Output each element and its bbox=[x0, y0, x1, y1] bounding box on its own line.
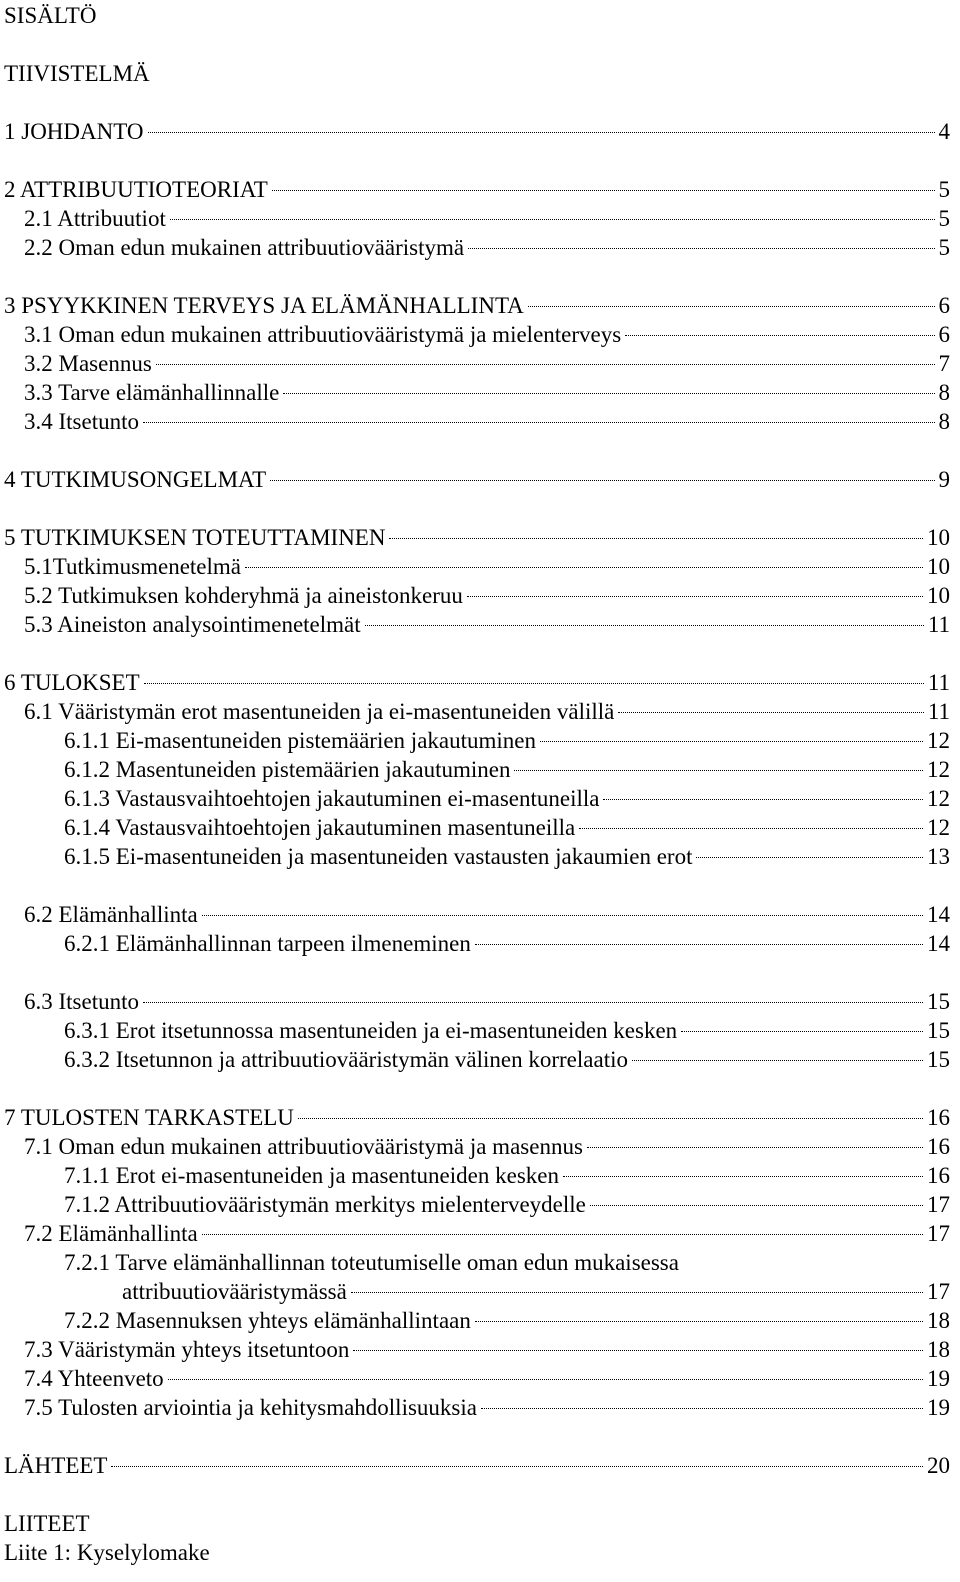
toc-page: 10 bbox=[927, 583, 950, 608]
toc-page: 12 bbox=[927, 786, 950, 811]
toc-label: 5 TUTKIMUKSEN TOTEUTTAMINEN bbox=[4, 525, 386, 550]
toc-leader bbox=[353, 1350, 923, 1351]
toc-label: 7.2.2 Masennuksen yhteys elämänhallintaan bbox=[64, 1308, 471, 1333]
toc-page: 4 bbox=[938, 119, 950, 144]
toc-page: 5 bbox=[938, 177, 950, 202]
toc-label: 6.3 Itsetunto bbox=[24, 989, 139, 1014]
toc-page: 17 bbox=[927, 1221, 950, 1246]
toc-leader bbox=[143, 422, 935, 423]
toc-leader bbox=[170, 219, 935, 220]
toc-leader bbox=[245, 567, 923, 568]
toc-page: 12 bbox=[927, 757, 950, 782]
toc-leader bbox=[144, 683, 924, 684]
toc-label: 6.1.5 Ei-masentuneiden ja masentuneiden vastausten jakaumien erot bbox=[64, 844, 693, 869]
toc-entry[interactable] bbox=[4, 524, 950, 552]
toc-page: 5 bbox=[938, 235, 950, 260]
toc-label: 5.2 Tutkimuksen kohderyhmä ja aineistonkeruu bbox=[24, 583, 463, 608]
toc-label: 4 TUTKIMUSONGELMAT bbox=[4, 467, 267, 492]
toc-entry[interactable] bbox=[64, 1046, 950, 1074]
toc-page: 10 bbox=[927, 554, 950, 579]
toc-leader bbox=[111, 1466, 923, 1467]
toc-entry[interactable] bbox=[24, 234, 950, 262]
toc-label: 6 TULOKSET bbox=[4, 670, 140, 695]
toc-label: 6.3.2 Itsetunnon ja attribuutiovääristymän välinen korrelaatio bbox=[64, 1047, 628, 1072]
toc-page: 17 bbox=[927, 1279, 950, 1304]
toc-leader bbox=[618, 712, 923, 713]
toc-label: 6.1 Vääristymän erot masentuneiden ja ei-masentuneiden välillä bbox=[24, 699, 615, 724]
toc-label: 6.1.4 Vastausvaihtoehtojen jakautuminen masentuneilla bbox=[64, 815, 576, 840]
toc-entry[interactable] bbox=[4, 118, 950, 146]
toc-leader bbox=[563, 1176, 923, 1177]
toc-page: 7 bbox=[938, 351, 950, 376]
toc-page: 6 bbox=[938, 293, 950, 318]
toc-entry[interactable] bbox=[64, 1191, 950, 1219]
toc-label: 6.2 Elämänhallinta bbox=[24, 902, 198, 927]
toc-label: 2 ATTRIBUUTIOTEORIAT bbox=[4, 177, 268, 202]
toc-leader bbox=[681, 1031, 923, 1032]
toc-leader bbox=[467, 596, 923, 597]
toc-label: 1 JOHDANTO bbox=[4, 119, 144, 144]
toc-entry[interactable] bbox=[64, 785, 950, 813]
toc-entry[interactable] bbox=[24, 1336, 950, 1364]
toc-entry[interactable] bbox=[24, 582, 950, 610]
toc-leader bbox=[475, 944, 923, 945]
toc-page: 5 bbox=[938, 206, 950, 231]
toc-entry[interactable] bbox=[24, 205, 950, 233]
toc-leader bbox=[202, 1234, 923, 1235]
toc-label: 3.4 Itsetunto bbox=[24, 409, 139, 434]
toc-entry[interactable] bbox=[4, 669, 950, 697]
toc-label: 6.1.3 Vastausvaihtoehtojen jakautuminen ei-masentuneilla bbox=[64, 786, 600, 811]
toc-entry[interactable] bbox=[64, 1307, 950, 1335]
toc-page: 15 bbox=[927, 989, 950, 1014]
toc-leader bbox=[202, 915, 923, 916]
toc-page: 14 bbox=[927, 902, 950, 927]
toc-label: 2.2 Oman edun mukainen attribuutiovääristymä bbox=[24, 235, 465, 260]
toc-leader bbox=[475, 1321, 923, 1322]
toc-leader bbox=[298, 1118, 923, 1119]
toc-label: 7 TULOSTEN TARKASTELU bbox=[4, 1105, 294, 1130]
toc-entry[interactable] bbox=[64, 1162, 950, 1190]
toc-entry[interactable] bbox=[24, 350, 950, 378]
toc-label: LÄHTEET bbox=[4, 1453, 108, 1478]
toc-leader bbox=[587, 1147, 923, 1148]
toc-label: attribuutiovääristymässä bbox=[122, 1279, 347, 1304]
toc-page: 19 bbox=[927, 1366, 950, 1391]
toc-page: 8 bbox=[938, 380, 950, 405]
toc-page: 16 bbox=[927, 1134, 950, 1159]
toc-leader bbox=[468, 248, 934, 249]
toc-page: 15 bbox=[927, 1047, 950, 1072]
toc-entry[interactable] bbox=[24, 698, 950, 726]
toc-label: 3.3 Tarve elämänhallinnalle bbox=[24, 380, 280, 405]
toc-entry[interactable] bbox=[24, 1394, 950, 1422]
toc-entry[interactable] bbox=[24, 901, 950, 929]
toc-page: 16 bbox=[927, 1163, 950, 1188]
toc-leader bbox=[270, 480, 934, 481]
toc-leader bbox=[528, 306, 935, 307]
toc-page: 6 bbox=[938, 322, 950, 347]
toc-label: 7.1.1 Erot ei-masentuneiden ja masentuneiden kesken bbox=[64, 1163, 559, 1188]
page-title: SISÄLTÖ bbox=[4, 3, 97, 28]
toc-leader bbox=[156, 364, 935, 365]
toc-page: 11 bbox=[927, 699, 950, 724]
toc-page: 12 bbox=[927, 815, 950, 840]
toc-leader bbox=[148, 132, 935, 133]
toc-label: 7.3 Vääristymän yhteys itsetuntoon bbox=[24, 1337, 350, 1362]
toc-label: 3.2 Masennus bbox=[24, 351, 152, 376]
toc-leader bbox=[389, 538, 923, 539]
toc-label: 7.2 Elämänhallinta bbox=[24, 1221, 198, 1246]
toc-label: 3 PSYYKKINEN TERVEYS JA ELÄMÄNHALLINTA bbox=[4, 293, 524, 318]
toc-entry[interactable] bbox=[4, 292, 950, 320]
toc-page: 18 bbox=[927, 1337, 950, 1362]
toc-leader bbox=[365, 625, 924, 626]
toc-entry[interactable] bbox=[122, 1278, 950, 1306]
toc-entry[interactable] bbox=[64, 814, 950, 842]
toc-entry[interactable] bbox=[4, 176, 950, 204]
toc-label: 7.2.1 Tarve elämänhallinnan toteutumiselle oman edun mukaisessa bbox=[64, 1250, 679, 1275]
toc-entry[interactable] bbox=[24, 1365, 950, 1393]
toc-page: 12 bbox=[927, 728, 950, 753]
toc-label: 6.2.1 Elämänhallinnan tarpeen ilmeneminen bbox=[64, 931, 471, 956]
toc-leader bbox=[481, 1408, 923, 1409]
toc-entry[interactable] bbox=[24, 553, 950, 581]
toc-label: 6.1.1 Ei-masentuneiden pistemäärien jakautuminen bbox=[64, 728, 536, 753]
toc-label: 7.1 Oman edun mukainen attribuutiovääristymä ja masennus bbox=[24, 1134, 583, 1159]
toc-leader bbox=[351, 1292, 923, 1293]
toc-label: 2.1 Attribuutiot bbox=[24, 206, 166, 231]
toc-label: 7.1.2 Attribuutiovääristymän merkitys mielenterveydelle bbox=[64, 1192, 586, 1217]
toc-entry[interactable] bbox=[64, 727, 950, 755]
toc-leader bbox=[272, 190, 935, 191]
toc-entry[interactable] bbox=[24, 408, 950, 436]
toc-entry[interactable] bbox=[24, 988, 950, 1016]
appendix-heading: LIITEET bbox=[4, 1511, 90, 1536]
toc-entry-wrap[interactable] bbox=[64, 1249, 679, 1277]
toc-entry[interactable] bbox=[4, 1104, 950, 1132]
toc-entry[interactable] bbox=[4, 1452, 950, 1480]
toc-label: 3.1 Oman edun mukainen attribuutiovääristymä ja mielenterveys bbox=[24, 322, 622, 347]
toc-page: 16 bbox=[927, 1105, 950, 1130]
toc-leader bbox=[590, 1205, 923, 1206]
toc-leader bbox=[283, 393, 934, 394]
toc-page: 14 bbox=[927, 931, 950, 956]
toc-entry[interactable] bbox=[4, 466, 950, 494]
toc-entry[interactable] bbox=[64, 930, 950, 958]
toc-entry[interactable] bbox=[64, 1017, 950, 1045]
toc-page: 8 bbox=[938, 409, 950, 434]
toc-page: 13 bbox=[927, 844, 950, 869]
toc-leader bbox=[696, 857, 923, 858]
toc-page: 10 bbox=[927, 525, 950, 550]
toc-page: 9 bbox=[938, 467, 950, 492]
toc-entry[interactable] bbox=[24, 321, 950, 349]
toc-leader bbox=[579, 828, 923, 829]
toc-entry[interactable] bbox=[64, 756, 950, 784]
toc-label: 7.5 Tulosten arviointia ja kehitysmahdollisuuksia bbox=[24, 1395, 477, 1420]
appendix-item[interactable]: Liite 1: Kyselylomake bbox=[4, 1540, 210, 1565]
toc-page: 20 bbox=[927, 1453, 950, 1478]
toc-page: 11 bbox=[927, 612, 950, 637]
toc-leader bbox=[632, 1060, 923, 1061]
toc-page: 18 bbox=[927, 1308, 950, 1333]
toc-label: 7.4 Yhteenveto bbox=[24, 1366, 164, 1391]
toc-page: 15 bbox=[927, 1018, 950, 1043]
toc-page: 19 bbox=[927, 1395, 950, 1420]
toc-entry[interactable] bbox=[24, 611, 950, 639]
abstract-heading: TIIVISTELMÄ bbox=[4, 61, 150, 86]
toc-label: 5.3 Aineiston analysointimenetelmät bbox=[24, 612, 361, 637]
toc-leader bbox=[540, 741, 923, 742]
toc-entry[interactable] bbox=[24, 379, 950, 407]
toc-entry[interactable] bbox=[24, 1133, 950, 1161]
toc-leader bbox=[143, 1002, 923, 1003]
toc-label: 6.3.1 Erot itsetunnossa masentuneiden ja ei-masentuneiden kesken bbox=[64, 1018, 678, 1043]
toc-entry[interactable] bbox=[24, 1220, 950, 1248]
toc-leader bbox=[603, 799, 923, 800]
toc-page: 11 bbox=[927, 670, 950, 695]
toc-leader bbox=[168, 1379, 923, 1380]
toc-label: 6.1.2 Masentuneiden pistemäärien jakautuminen bbox=[64, 757, 511, 782]
toc-leader bbox=[514, 770, 923, 771]
toc-entry[interactable] bbox=[64, 843, 950, 871]
toc-leader bbox=[625, 335, 934, 336]
toc-page: 17 bbox=[927, 1192, 950, 1217]
toc-label: 5.1Tutkimusmenetelmä bbox=[24, 554, 242, 579]
